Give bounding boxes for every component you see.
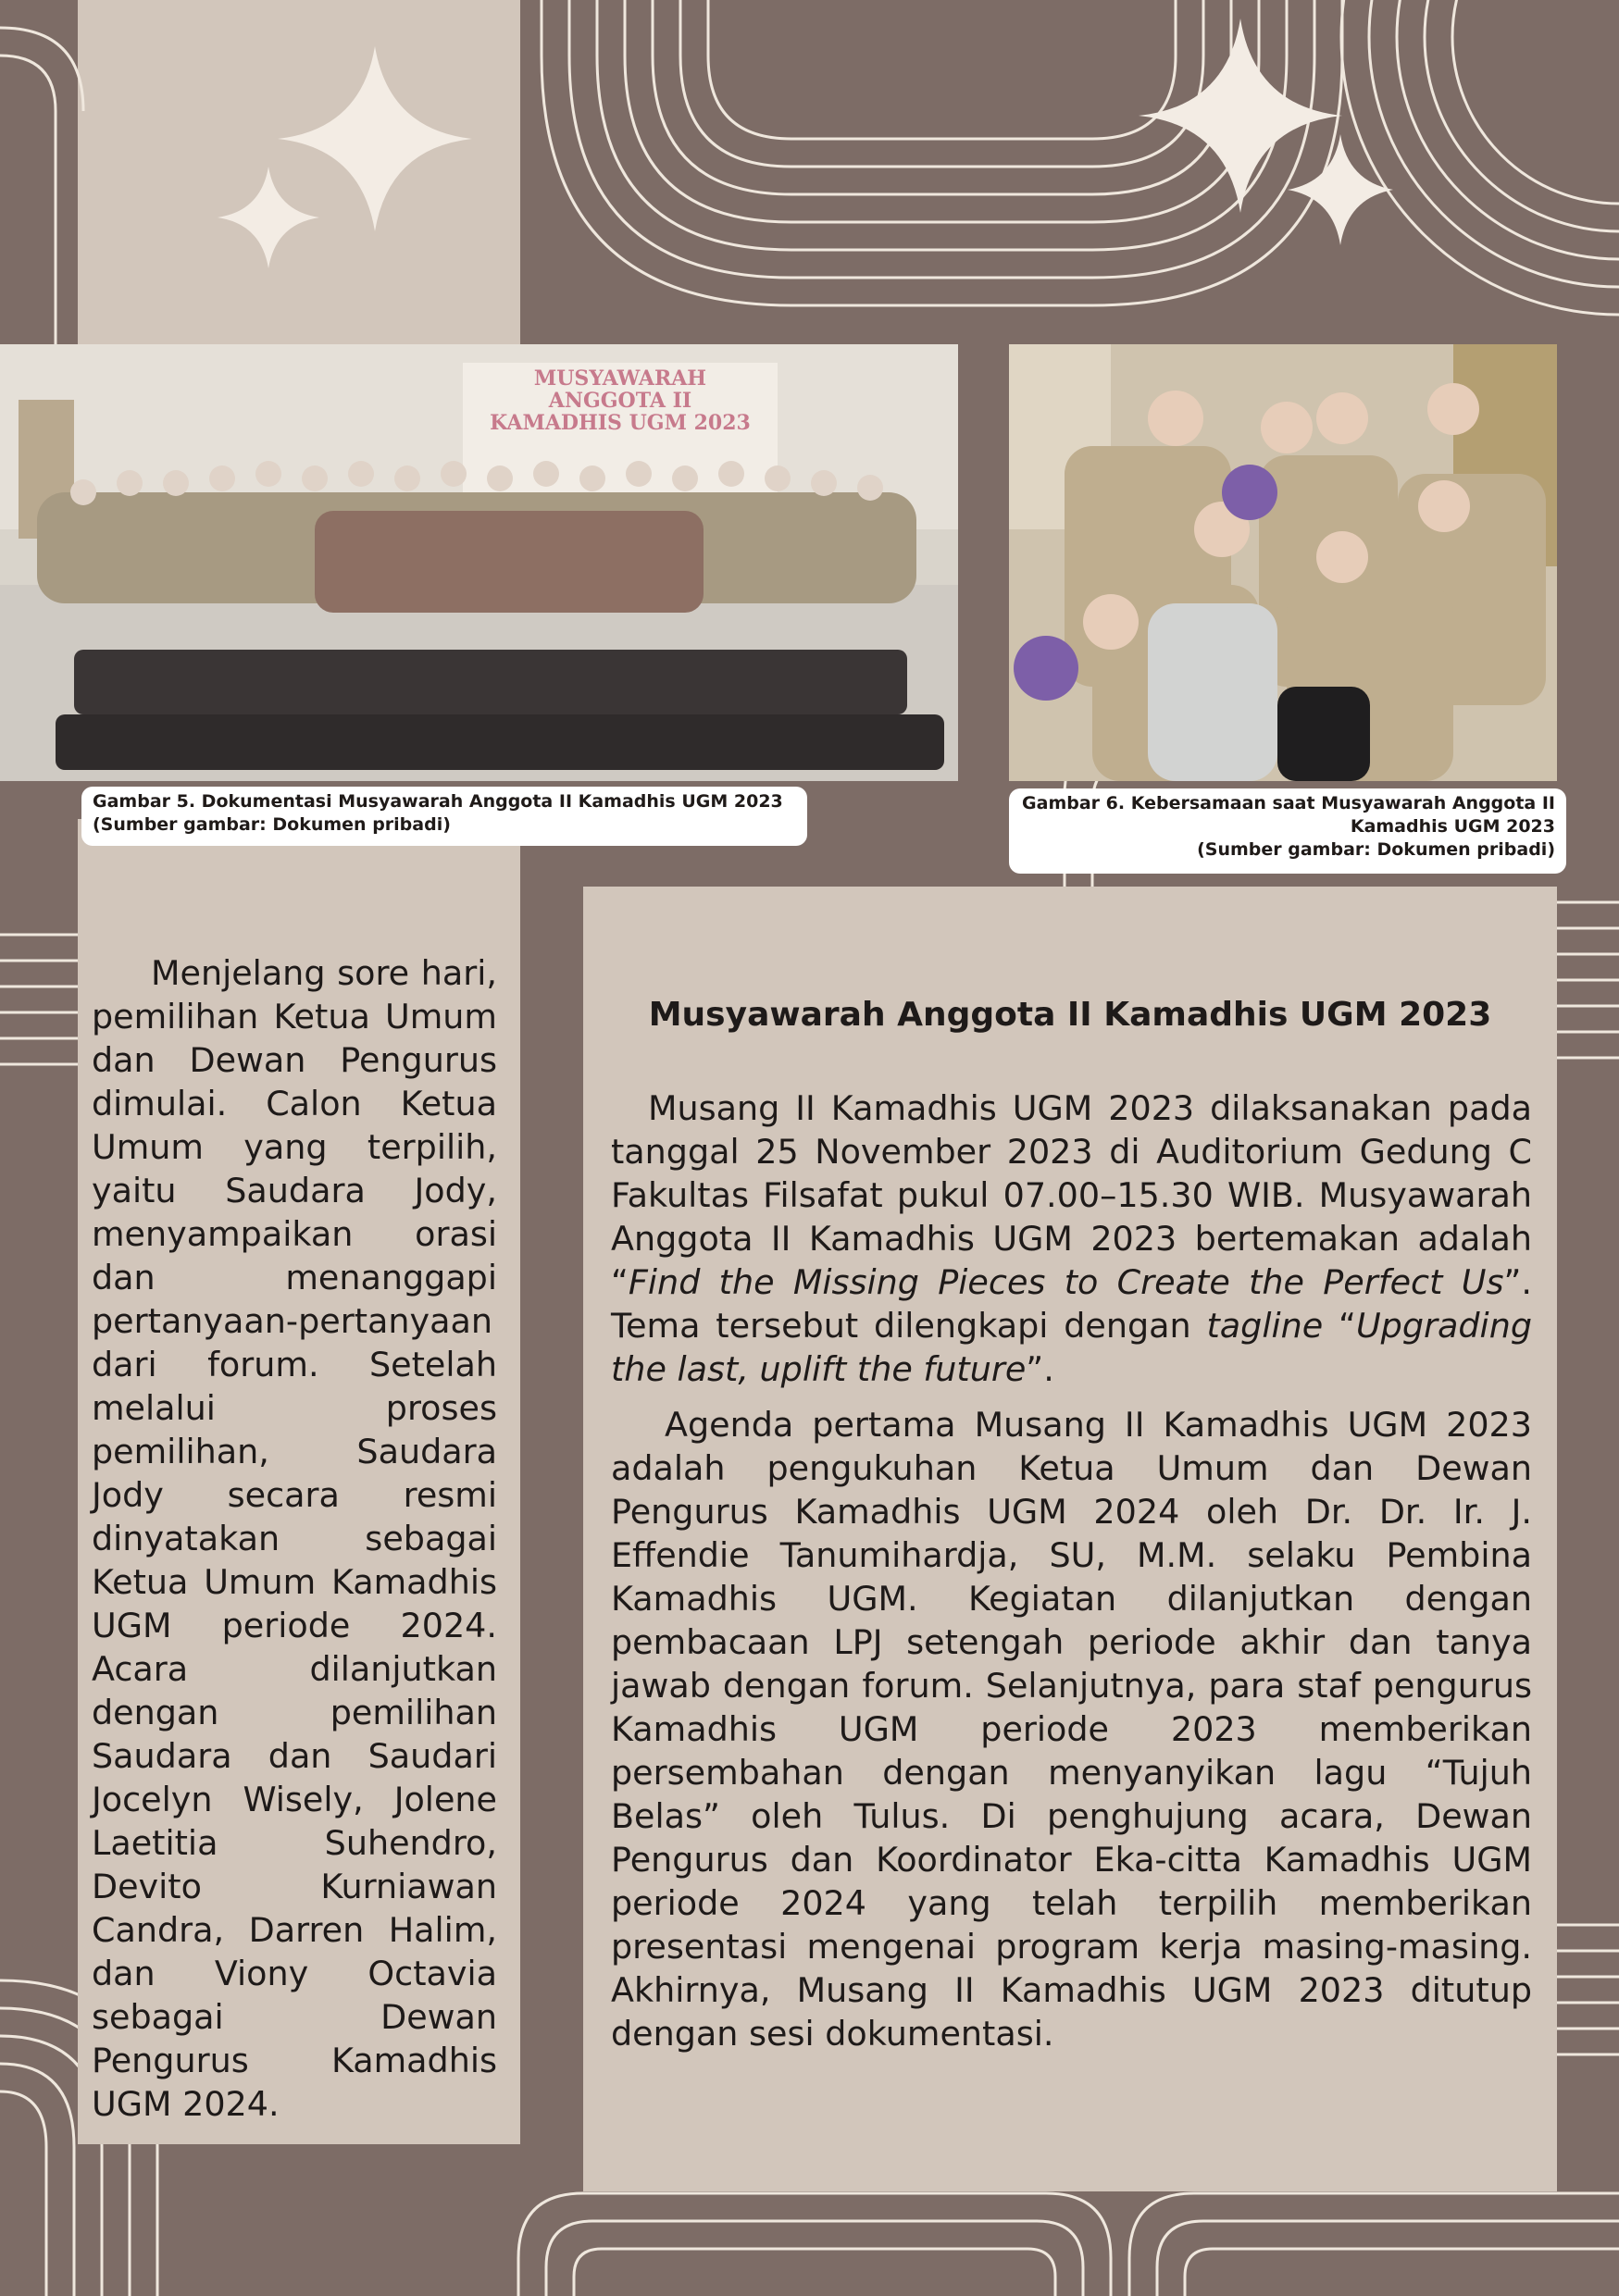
figure-5-banner: MUSYAWARAH ANGGOTA II KAMADHIS UGM 2023 (490, 366, 751, 435)
article-title: Musyawarah Anggota II Kamadhis UGM 2023 (648, 996, 1492, 1034)
article-body (611, 1086, 1532, 2055)
left-panel-top (78, 0, 520, 352)
article-paragraph-2: Agenda pertama Musang II Kamadhis UGM 2023 adalah pengukuhan Ketua Umum dan Dewan Pengurus Kamadhis UGM 2024 oleh Dr. Dr. Ir. J. Effendie Tanumihardja, SU, M.M. selaku Pembina Kamadhis UGM. Kegiatan dilanjutkan dengan pembacaan LPJ setengah periode akhir dan tanya jawab dengan forum. Selanjutnya, para staf pengurus Kamadhis UGM periode 2023 memberikan persembahan dengan menyanyikan lagu “Tujuh Belas” oleh Tulus. Di penghujung acara, Dewan Pengurus dan Koordinator Eka-citta Kamadhis UGM periode 2024 yang telah terpilih memberikan presentasi mengenai program kerja masing-masing. Akhirnya, Musang II Kamadhis UGM 2023 ditutup dengan sesi dokumentasi. (611, 1405, 1532, 2054)
figure-5-caption: Gambar 5. Dokumentasi Musyawarah Anggota II Kamadhis UGM 2023 (Sumber gambar: Dokumen pribadi) (81, 787, 807, 846)
article-paragraph-1: Musang II Kamadhis UGM 2023 dilaksanakan pada tanggal 25 November 2023 di Auditorium Gedung C Fakultas Filsafat pukul 07.00–15.30 WIB. Musyawarah Anggota II Kamadhis UGM 2023 bertemakan adalah “Find the Missing Pieces to Create the Perfect Us”. Tema tersebut dilengkapi dengan tagline “Upgrading the last, uplift the future”. (611, 1088, 1532, 1389)
figure-6-caption: Gambar 6. Kebersamaan saat Musyawarah Anggota II Kamadhis UGM 2023 (Sumber gambar: Dokumen pribadi) (1009, 788, 1566, 874)
left-column-text: Menjelang sore hari, pemilihan Ketua Umum dan Dewan Pengurus dimulai. Calon Ketua Umum yang terpilih, yaitu Saudara Jody, menyampaikan orasi dan menanggapi pertanyaan-pertanyaan dari forum. Setelah melalui proses pemilihan, Saudara Jody secara resmi dinyatakan sebagai Ketua Umum Kamadhis UGM periode 2024. Acara dilanjutkan dengan pemilihan Saudara dan Saudari Jocelyn Wisely, Jolene Laetitia Suhendro, Devito Kurniawan Candra, Darren Halim, dan Viony Octavia sebagai Dewan Pengurus Kamadhis UGM 2024. (92, 953, 497, 2124)
top-right-circles (1341, 0, 1619, 315)
figure-5-photo (0, 344, 958, 781)
figure-6-photo (1009, 344, 1557, 781)
